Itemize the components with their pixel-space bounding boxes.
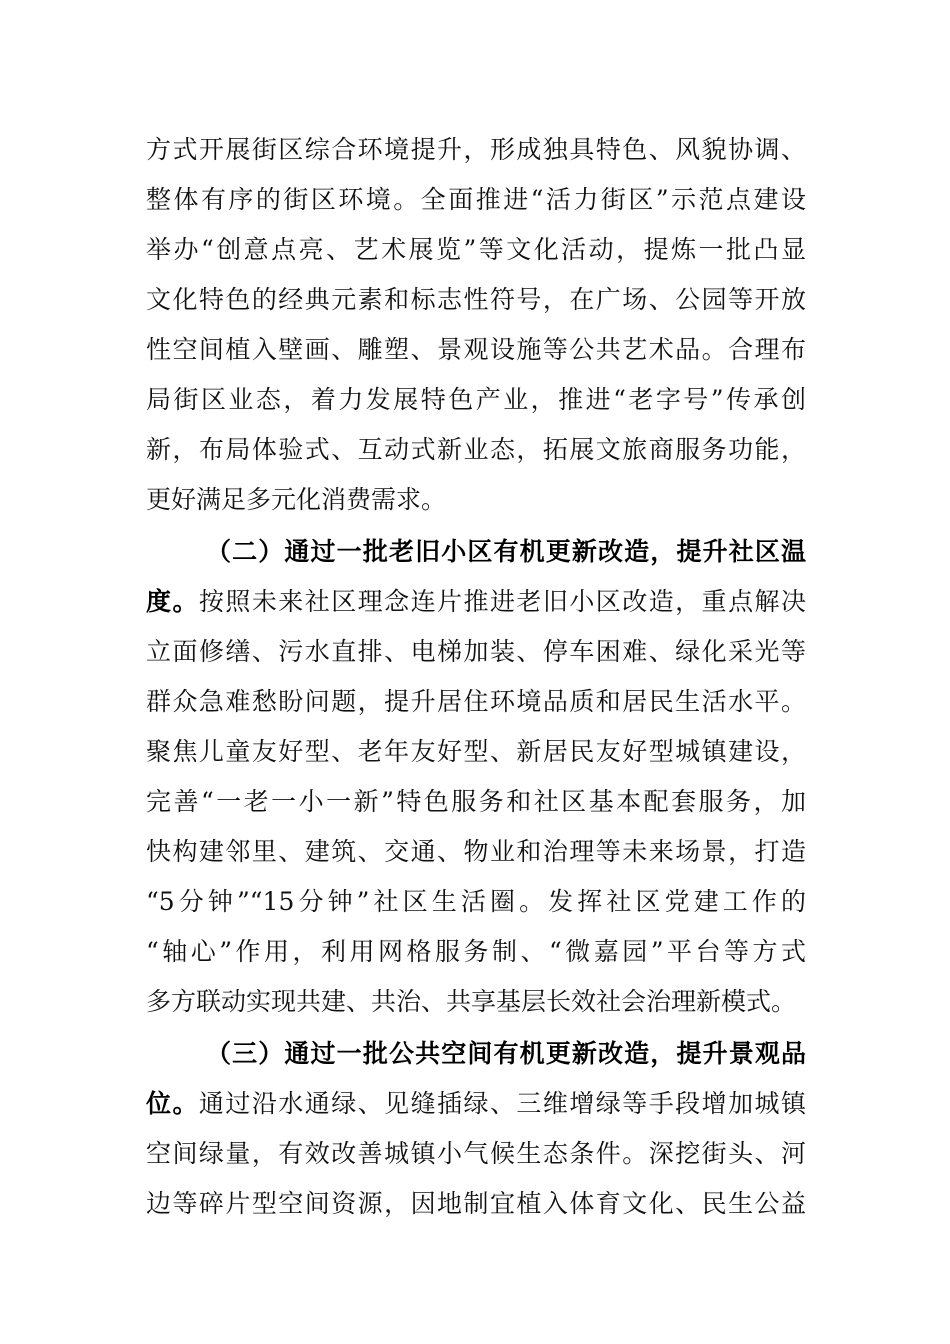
section-2-heading: （二）通过一批老旧小区有机更新改造，提升社区温 — [206, 537, 806, 566]
paragraph-1-line-7: 新，布局体验式、互动式新业态，拓展文旅商服务功能， — [146, 435, 806, 464]
paragraph-2-line-8: “5分钟”“15分钟”社区生活圈。发挥社区党建工作的 — [146, 887, 806, 916]
paragraph-3-line-3: 空间绿量，有效改善城镇小气候生态条件。深挖街头、河 — [146, 1139, 806, 1168]
paragraph-2-line-5: 聚焦儿童友好型、老年友好型、新居民友好型城镇建设， — [146, 737, 806, 766]
paragraph-2-line-7: 快构建邻里、建筑、交通、物业和治理等未来场景，打造 — [146, 837, 806, 866]
paragraph-2-line-9: “轴心”作用，利用网格服务制、“微嘉园”平台等方式 — [146, 937, 806, 966]
paragraph-1-line-1: 方式开展街区综合环境提升，形成独具特色、风貌协调、 — [146, 135, 806, 164]
paragraph-1-line-6: 局街区业态，着力发展特色产业，推进“老字号”传承创 — [146, 385, 806, 414]
paragraph-3-line-4: 边等碎片型空间资源，因地制宜植入体育文化、民生公益 — [146, 1189, 806, 1218]
paragraph-2-line-2-text: 按照未来社区理念连片推进老旧小区改造，重点解决 — [198, 587, 806, 616]
paragraph-1-line-3: 举办“创意点亮、艺术展览”等文化活动，提炼一批凸显 — [146, 235, 806, 264]
paragraph-2-line-2 — [146, 582, 806, 622]
paragraph-1-line-2: 整体有序的街区环境。全面推进“活力街区”示范点建设 — [146, 185, 806, 214]
paragraph-2-line-3: 立面修缮、污水直排、电梯加装、停车困难、绿化采光等 — [146, 637, 806, 666]
paragraph-2-line-10: 多方联动实现共建、共治、共享基层长效社会治理新模式。 — [146, 987, 797, 1016]
paragraph-1-line-4: 文化特色的经典元素和标志性符号，在广场、公园等开放 — [146, 285, 806, 314]
paragraph-1-line-5: 性空间植入壁画、雕塑、景观设施等公共艺术品。合理布 — [146, 335, 806, 364]
paragraph-2-line-4: 群众急难愁盼问题，提升居住环境品质和居民生活水平。 — [146, 687, 806, 716]
paragraph-3-line-2 — [146, 1084, 806, 1124]
paragraph-1-line-8: 更好满足多元化消费需求。 — [146, 485, 447, 514]
paragraph-3-line-2-text: 通过沿水通绿、见缝插绿、三维增绿等手段增加城镇 — [198, 1089, 806, 1118]
paragraph-2-line-6: 完善“一老一小一新”特色服务和社区基本配套服务，加 — [146, 787, 806, 816]
section-2-heading-end: 度。 — [146, 587, 199, 616]
section-3-heading-end: 位。 — [146, 1089, 199, 1118]
section-3-heading: （三）通过一批公共空间有机更新改造，提升景观品 — [206, 1039, 806, 1068]
